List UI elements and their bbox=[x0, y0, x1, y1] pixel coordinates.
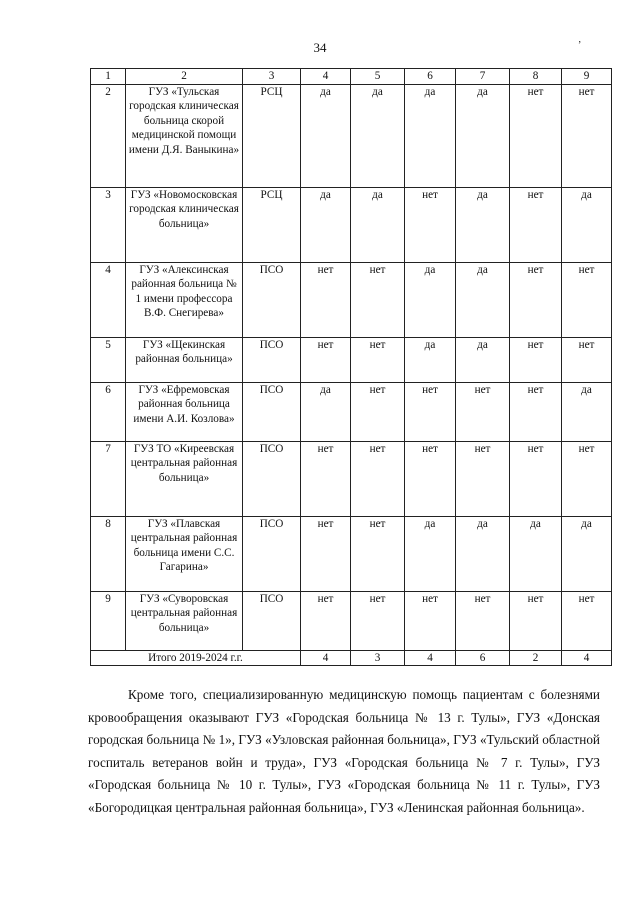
cell-col9: нет bbox=[562, 337, 612, 382]
total-col9: 4 bbox=[562, 650, 612, 666]
center-type: ПСО bbox=[243, 382, 301, 441]
total-label: Итого 2019-2024 г.г. bbox=[91, 650, 301, 666]
header-cell: 7 bbox=[456, 69, 510, 85]
table-row bbox=[91, 337, 612, 382]
hospital-name: ГУЗ «Тульская городская клиническая больница скорой медицинской помощи имени Д.Я. Ваныкина» bbox=[126, 84, 243, 187]
cell-col7: да bbox=[456, 337, 510, 382]
hospital-table bbox=[90, 68, 612, 666]
cell-col5: нет bbox=[351, 441, 405, 516]
cell-col5: да bbox=[351, 187, 405, 262]
table-row bbox=[91, 262, 612, 337]
hospital-name: ГУЗ «Суворовская центральная районная больница» bbox=[126, 591, 243, 650]
header-cell: 8 bbox=[510, 69, 562, 85]
center-type: ПСО bbox=[243, 591, 301, 650]
cell-col6: да bbox=[405, 262, 456, 337]
corner-mark: ʼ bbox=[578, 40, 582, 51]
row-number: 9 bbox=[91, 591, 126, 650]
cell-col6: да bbox=[405, 84, 456, 187]
center-type: ПСО bbox=[243, 262, 301, 337]
cell-col6: да bbox=[405, 516, 456, 591]
cell-col6: нет bbox=[405, 382, 456, 441]
header-cell: 6 bbox=[405, 69, 456, 85]
cell-col8: нет bbox=[510, 441, 562, 516]
total-col8: 2 bbox=[510, 650, 562, 666]
row-number: 7 bbox=[91, 441, 126, 516]
cell-col6: да bbox=[405, 337, 456, 382]
row-number: 2 bbox=[91, 84, 126, 187]
cell-col4: нет bbox=[301, 262, 351, 337]
cell-col4: нет bbox=[301, 441, 351, 516]
total-row bbox=[91, 650, 612, 666]
row-number: 3 bbox=[91, 187, 126, 262]
total-col6: 4 bbox=[405, 650, 456, 666]
cell-col5: нет bbox=[351, 382, 405, 441]
cell-col5: нет bbox=[351, 337, 405, 382]
cell-col6: нет bbox=[405, 441, 456, 516]
cell-col6: нет bbox=[405, 591, 456, 650]
center-type: ПСО bbox=[243, 441, 301, 516]
cell-col7: нет bbox=[456, 591, 510, 650]
cell-col7: нет bbox=[456, 441, 510, 516]
cell-col9: нет bbox=[562, 441, 612, 516]
header-cell: 9 bbox=[562, 69, 612, 85]
cell-col9: нет bbox=[562, 84, 612, 187]
cell-col8: нет bbox=[510, 187, 562, 262]
cell-col5: нет bbox=[351, 262, 405, 337]
cell-col4: да bbox=[301, 382, 351, 441]
cell-col9: да bbox=[562, 382, 612, 441]
center-type: ПСО bbox=[243, 516, 301, 591]
cell-col4: да bbox=[301, 187, 351, 262]
hospital-name: ГУЗ «Плавская центральная районная больница имени С.С. Гагарина» bbox=[126, 516, 243, 591]
cell-col5: нет bbox=[351, 591, 405, 650]
cell-col8: нет bbox=[510, 382, 562, 441]
cell-col7: нет bbox=[456, 382, 510, 441]
cell-col7: да bbox=[456, 516, 510, 591]
cell-col5: да bbox=[351, 84, 405, 187]
table-row bbox=[91, 382, 612, 441]
total-col7: 6 bbox=[456, 650, 510, 666]
cell-col9: нет bbox=[562, 591, 612, 650]
body-paragraph: Кроме того, специализированную медицинскую помощь пациентам с болезнями кровообращения оказывают ГУЗ «Городская больница № 13 г. Тулы», ГУЗ «Донская городская больница № 1», ГУЗ «Узловская районная больница», ГУЗ «Тульский областной госпиталь ветеранов войн и труда», ГУЗ «Городская больница № 7 г. Тулы», ГУЗ «Городская больница № 10 г. Тулы», ГУЗ «Городская больница № 11 г. Тулы», ГУЗ «Богородицкая центральная районная больница», ГУЗ «Ленинская районная больница». bbox=[88, 687, 600, 815]
row-number: 6 bbox=[91, 382, 126, 441]
center-type: РСЦ bbox=[243, 187, 301, 262]
cell-col7: да bbox=[456, 84, 510, 187]
center-type: ПСО bbox=[243, 337, 301, 382]
cell-col9: да bbox=[562, 516, 612, 591]
row-number: 4 bbox=[91, 262, 126, 337]
hospital-name: ГУЗ ТО «Киреевская центральная районная больница» bbox=[126, 441, 243, 516]
cell-col4: да bbox=[301, 84, 351, 187]
cell-col4: нет bbox=[301, 516, 351, 591]
header-cell: 3 bbox=[243, 69, 301, 85]
table-row bbox=[91, 84, 612, 187]
cell-col9: нет bbox=[562, 262, 612, 337]
page-number: 34 bbox=[313, 40, 327, 55]
hospital-name: ГУЗ «Щекинская районная больница» bbox=[126, 337, 243, 382]
cell-col8: да bbox=[510, 516, 562, 591]
hospital-name: ГУЗ «Алексинская районная больница № 1 имени профессора В.Ф. Снегирева» bbox=[126, 262, 243, 337]
cell-col8: нет bbox=[510, 337, 562, 382]
table-header-row bbox=[91, 69, 612, 85]
cell-col5: нет bbox=[351, 516, 405, 591]
cell-col7: да bbox=[456, 187, 510, 262]
table-row bbox=[91, 591, 612, 650]
cell-col6: нет bbox=[405, 187, 456, 262]
hospital-name: ГУЗ «Ефремовская районная больница имени А.И. Козлова» bbox=[126, 382, 243, 441]
row-number: 8 bbox=[91, 516, 126, 591]
header-cell: 5 bbox=[351, 69, 405, 85]
total-col5: 3 bbox=[351, 650, 405, 666]
cell-col7: да bbox=[456, 262, 510, 337]
hospital-name: ГУЗ «Новомосковская городская клиническая больница» bbox=[126, 187, 243, 262]
total-col4: 4 bbox=[301, 650, 351, 666]
header-cell: 1 bbox=[91, 69, 126, 85]
cell-col4: нет bbox=[301, 337, 351, 382]
table-row bbox=[91, 516, 612, 591]
cell-col8: нет bbox=[510, 84, 562, 187]
cell-col8: нет bbox=[510, 591, 562, 650]
header-cell: 2 bbox=[126, 69, 243, 85]
table-row bbox=[91, 187, 612, 262]
table-row bbox=[91, 441, 612, 516]
cell-col9: да bbox=[562, 187, 612, 262]
cell-col4: нет bbox=[301, 591, 351, 650]
cell-col8: нет bbox=[510, 262, 562, 337]
center-type: РСЦ bbox=[243, 84, 301, 187]
header-cell: 4 bbox=[301, 69, 351, 85]
row-number: 5 bbox=[91, 337, 126, 382]
